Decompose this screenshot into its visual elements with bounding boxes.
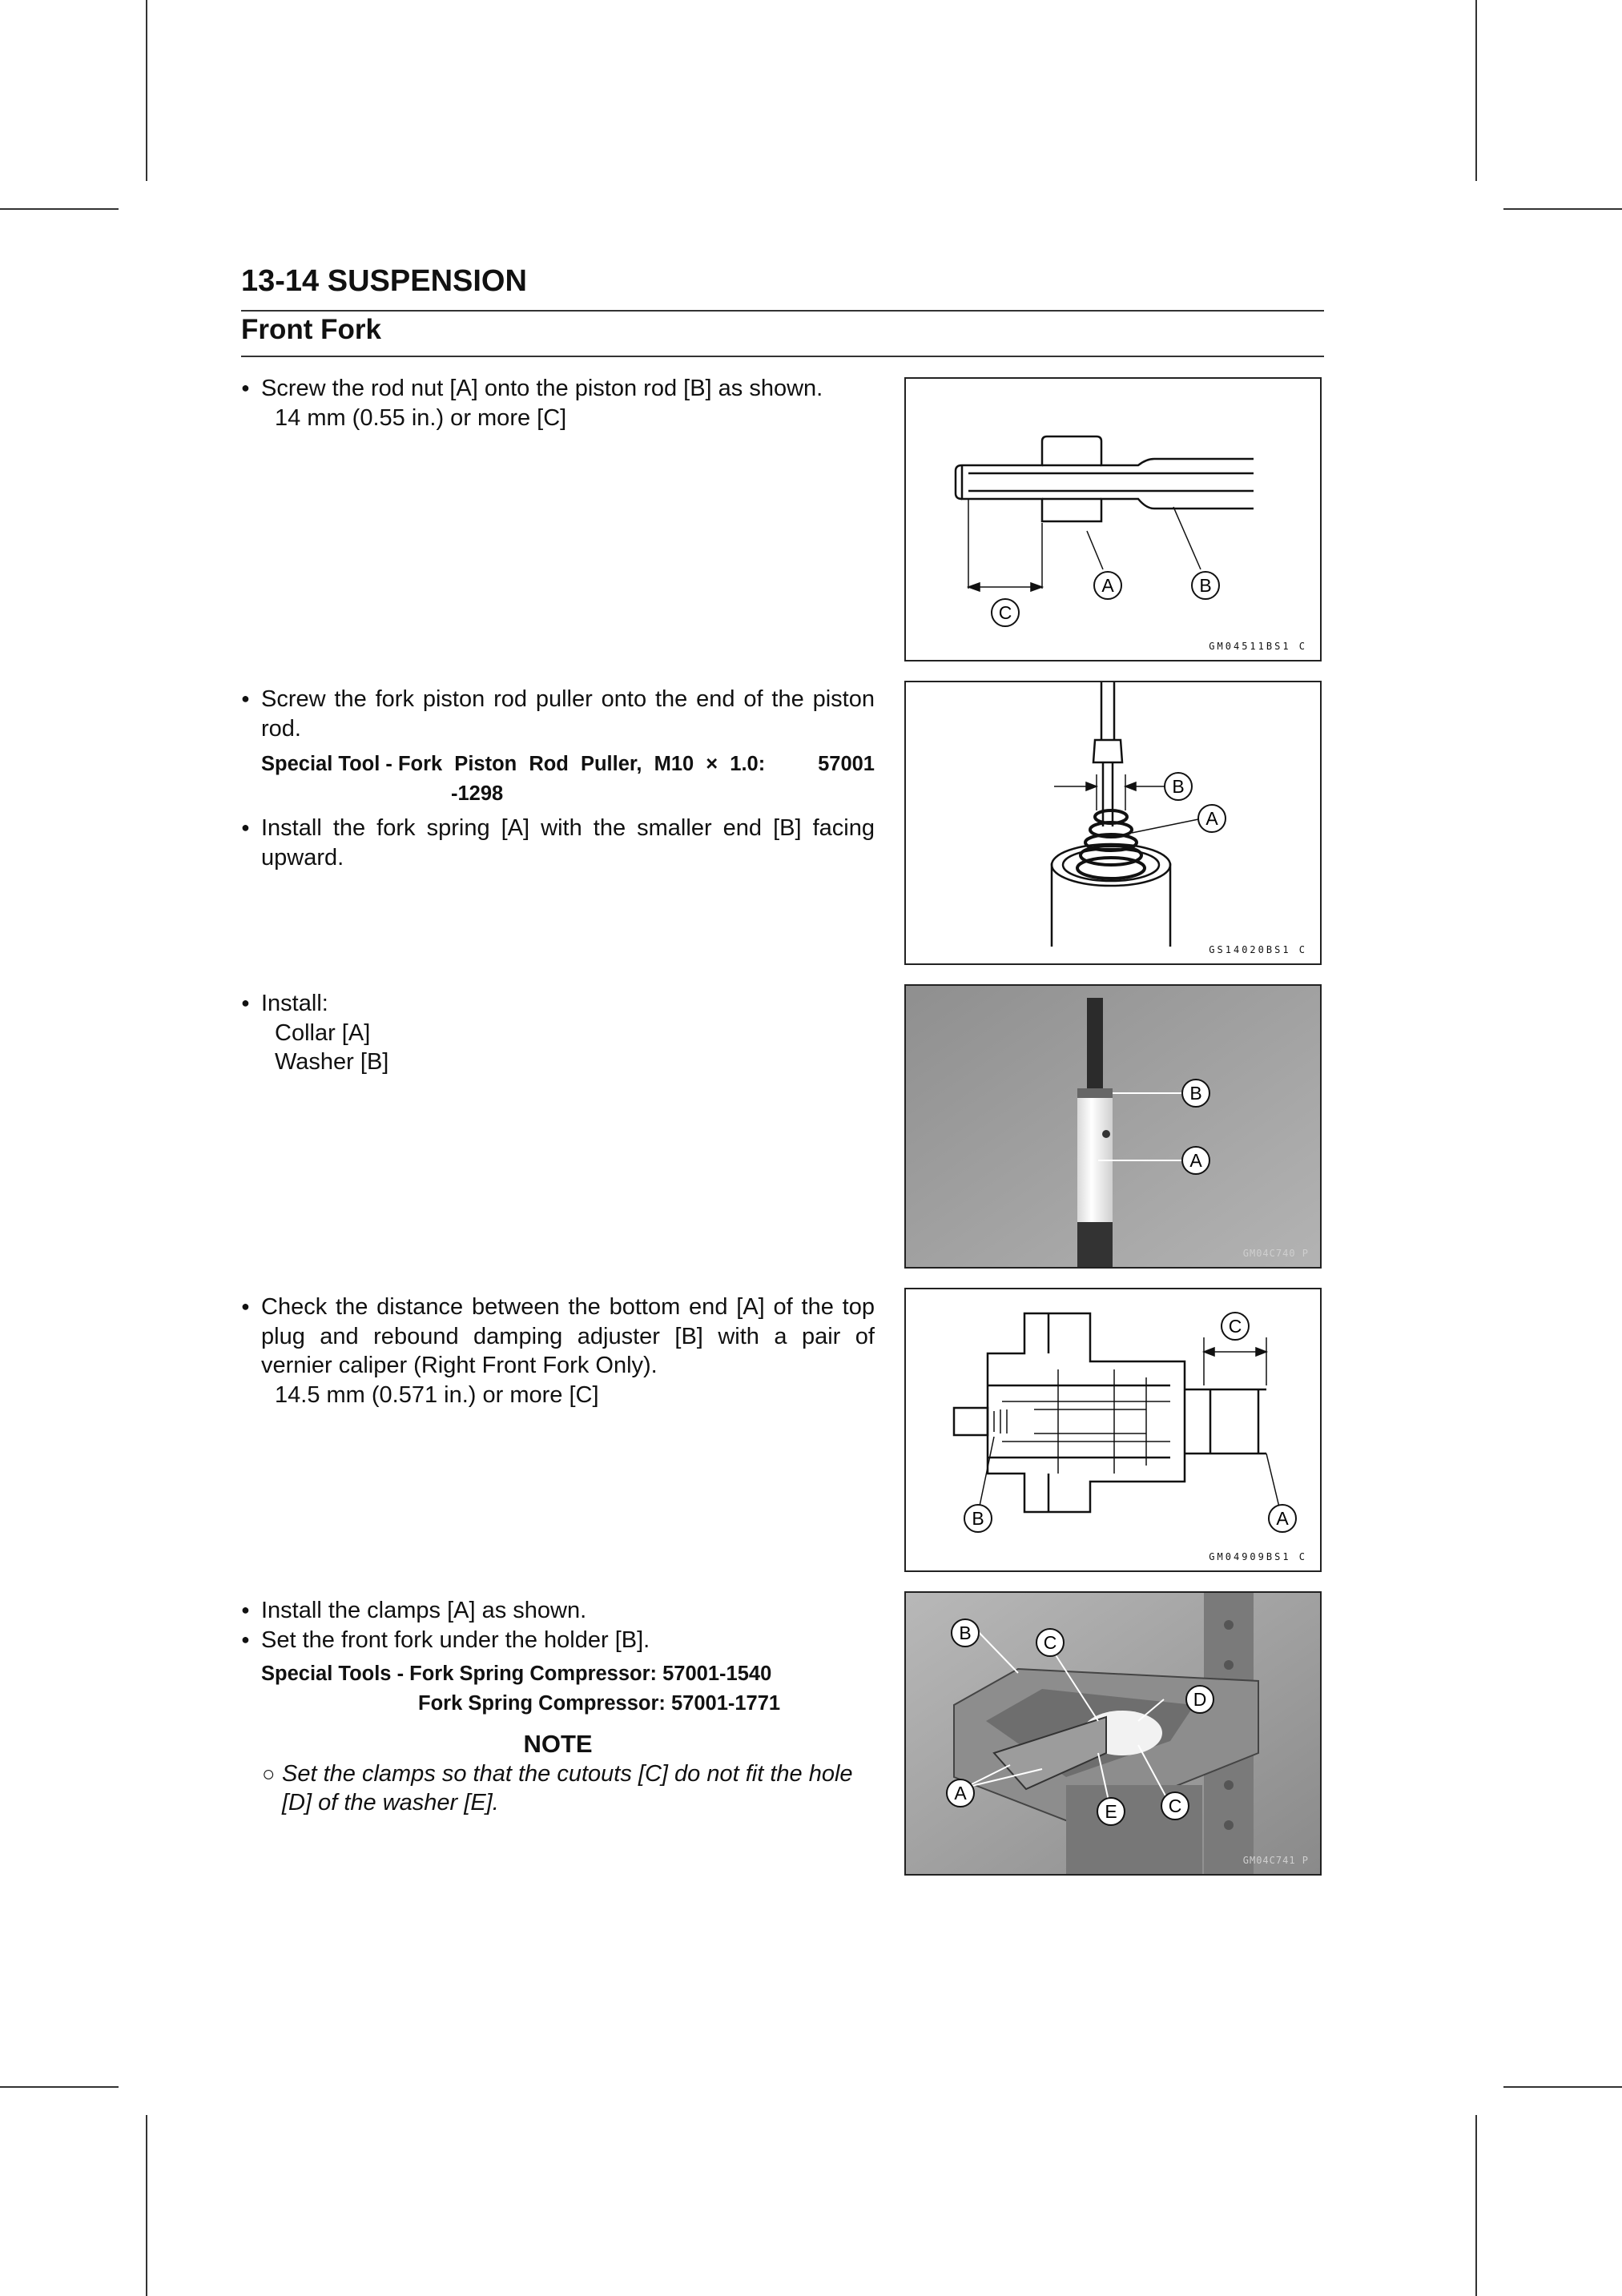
step-rod-nut — [241, 374, 875, 432]
callout-a — [1094, 572, 1121, 599]
svg-text:A: A — [1276, 1508, 1289, 1529]
callout-a — [1182, 1147, 1209, 1174]
svg-text:B: B — [1189, 1083, 1202, 1104]
note-text: ○ Set the clamps so that the cutouts [C] do not fit the hole [D] of the washer [E]. — [241, 1759, 875, 1818]
special-tools-prefix: Special Tools - — [261, 1663, 410, 1685]
special-tool-item: Fork Spring Compressor: 57001-1771 — [418, 1692, 781, 1715]
svg-text:A: A — [1189, 1150, 1202, 1171]
svg-text:B: B — [1199, 575, 1212, 596]
callout-a — [1198, 805, 1226, 832]
step-rod-puller — [241, 685, 875, 872]
svg-text:C: C — [1228, 1316, 1242, 1337]
svg-text:E: E — [1105, 1801, 1117, 1822]
rod-nut-diagram — [906, 379, 1320, 660]
figure-collar-photo — [904, 984, 1322, 1269]
fork-spring-diagram — [906, 682, 1320, 963]
callout-c — [992, 599, 1019, 626]
top-plug-diagram — [906, 1289, 1320, 1570]
figure-rod-nut — [904, 377, 1322, 661]
page-title: 13-14 SUSPENSION — [241, 264, 527, 298]
callout-e — [1097, 1798, 1125, 1825]
svg-text:B: B — [1172, 776, 1185, 797]
special-tool-part-cont: -1298 — [451, 782, 504, 805]
callout-b — [1192, 572, 1219, 599]
callout-c — [1036, 1629, 1064, 1656]
svg-text:C: C — [1043, 1632, 1057, 1653]
step-text: ● Install the clamps [A] as shown. — [241, 1596, 875, 1626]
step-check-distance — [241, 1293, 875, 1409]
callout-c — [1222, 1313, 1249, 1340]
step-text: ● Set the front fork under the holder [B]. — [241, 1626, 875, 1655]
callout-b — [1165, 773, 1192, 800]
special-tool-part: 57001 — [818, 753, 875, 775]
crop-mark — [0, 2086, 119, 2088]
figure-clamps-photo — [904, 1591, 1322, 1876]
svg-text:D: D — [1193, 1689, 1207, 1710]
figure-fork-spring — [904, 681, 1322, 965]
special-tool-name: Fork Piston Rod Puller, M10 × 1.0: — [397, 753, 766, 775]
figure-top-plug — [904, 1288, 1322, 1572]
step-install-clamps — [241, 1596, 875, 1818]
special-tools — [241, 1659, 875, 1719]
crop-mark — [1503, 2086, 1622, 2088]
clamps-photo — [906, 1593, 1320, 1874]
svg-text:B: B — [972, 1508, 984, 1529]
svg-text:C: C — [998, 602, 1012, 623]
note-title: NOTE — [523, 1730, 593, 1758]
section-title: Front Fork — [241, 314, 381, 345]
special-tool — [241, 750, 875, 809]
crop-mark — [146, 0, 147, 181]
svg-text:A: A — [954, 1783, 967, 1803]
step-text: ● Screw the fork piston rod puller onto the end of the piston rod. — [241, 685, 875, 743]
step-text: ● Screw the rod nut [A] onto the piston rod [B] as shown. — [241, 374, 875, 404]
install-item: Collar [A] — [275, 1019, 371, 1046]
spec-value: 14 mm (0.55 in.) or more [C] — [275, 404, 567, 431]
spec-value: 14.5 mm (0.571 in.) or more [C] — [275, 1381, 599, 1408]
step-text: ● Install the fork spring [A] with the smaller end [B] facing upward. — [241, 814, 875, 872]
section-rule — [241, 356, 1324, 357]
callout-b — [1182, 1080, 1209, 1107]
crop-mark — [0, 208, 119, 210]
figure-code: GM04909BS1 C — [1209, 1551, 1307, 1562]
step-install-collar — [241, 989, 875, 1077]
special-tool-prefix: Special Tool - — [261, 753, 398, 775]
step-text: ● Install: — [241, 989, 875, 1019]
header-rule — [241, 310, 1324, 312]
figure-code: GM04C740 P — [1242, 1248, 1309, 1259]
figure-code: GS14020BS1 C — [1209, 944, 1307, 955]
svg-text:B: B — [959, 1622, 972, 1643]
crop-mark — [1475, 0, 1477, 181]
figure-code: GM04C741 P — [1242, 1855, 1309, 1866]
callout-b — [964, 1505, 992, 1532]
special-tool-item: Fork Spring Compressor: 57001-1540 — [409, 1663, 772, 1685]
callout-c — [1161, 1792, 1189, 1820]
crop-mark — [1475, 2115, 1477, 2296]
collar-photo — [906, 986, 1320, 1267]
callout-a — [947, 1779, 974, 1807]
figure-code: GM04511BS1 C — [1209, 641, 1307, 652]
svg-text:A: A — [1101, 575, 1114, 596]
callout-b — [952, 1619, 979, 1647]
callout-a — [1269, 1505, 1296, 1532]
crop-mark — [146, 2115, 147, 2296]
svg-text:C: C — [1168, 1795, 1182, 1816]
crop-mark — [1503, 208, 1622, 210]
install-item: Washer [B] — [275, 1049, 389, 1075]
step-text: ● Check the distance between the bottom end [A] of the top plug and rebound damping adjuster [B] with a pair of vernier caliper (Right Front Fork Only). — [241, 1293, 875, 1381]
svg-text:A: A — [1205, 808, 1218, 829]
callout-d — [1186, 1686, 1213, 1713]
